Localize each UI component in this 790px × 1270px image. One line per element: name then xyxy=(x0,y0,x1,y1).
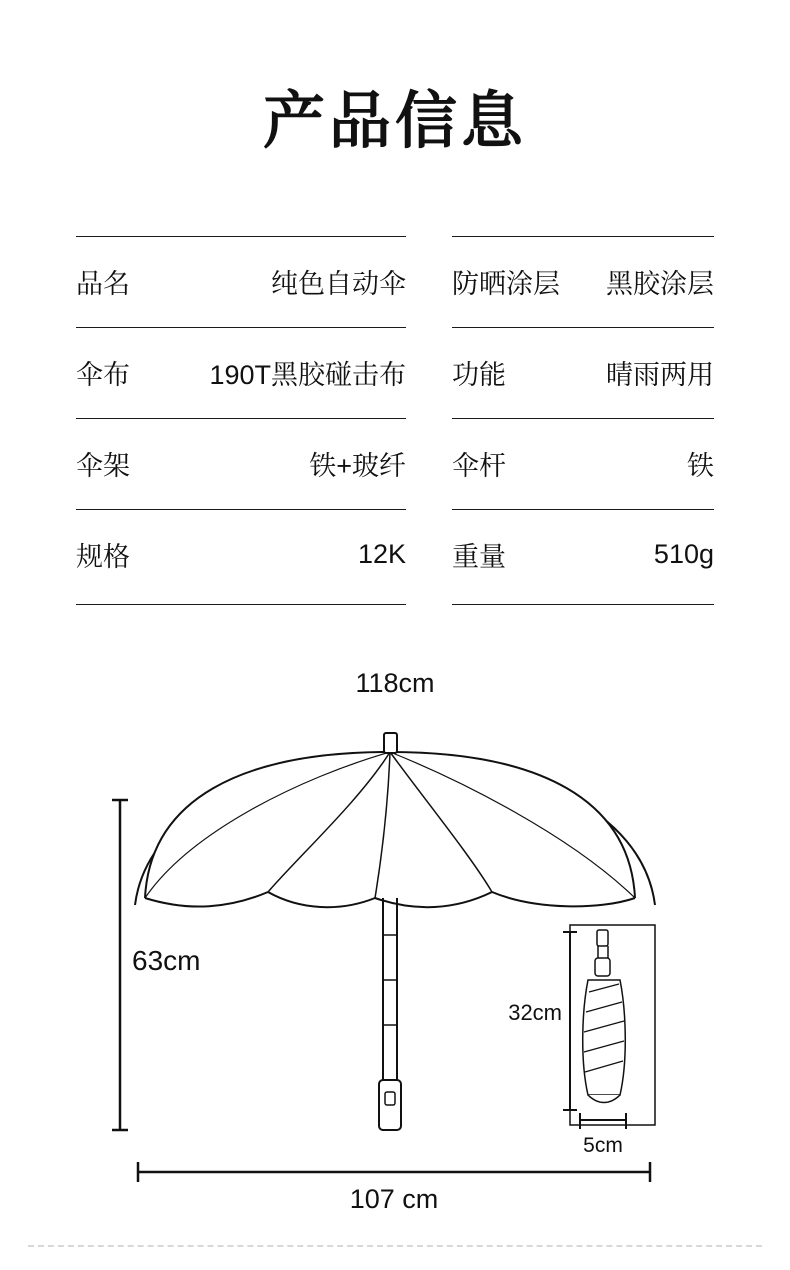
spec-cell-left xyxy=(76,236,406,327)
folded-width-dimension-line xyxy=(580,1113,626,1129)
spec-cell-left xyxy=(76,509,406,600)
umbrella-tip xyxy=(384,733,397,753)
row-divider xyxy=(76,509,406,510)
canopy-span-label: 118cm xyxy=(355,668,435,698)
open-height-dimension-line xyxy=(112,800,128,1130)
spec-value: 黑胶涂层 xyxy=(606,269,714,299)
row-divider xyxy=(452,236,714,237)
row-divider xyxy=(452,418,714,419)
spec-cell-right xyxy=(406,509,714,600)
spec-label: 伞架 xyxy=(76,451,130,481)
spec-table xyxy=(76,236,714,600)
row-divider xyxy=(76,327,406,328)
spec-value: 12K xyxy=(357,539,406,569)
spec-cell-right xyxy=(406,327,714,418)
folded-width-label: 5cm xyxy=(583,1134,623,1157)
folded-handle-button xyxy=(595,958,610,976)
table-row xyxy=(76,418,714,509)
spec-value: 190T黑胶碰击布 xyxy=(209,360,406,390)
open-width-label: 107 cm xyxy=(349,1184,439,1214)
spec-cell-left xyxy=(76,418,406,509)
row-divider xyxy=(76,236,406,237)
spec-cell-right xyxy=(406,236,714,327)
spec-label: 规格 xyxy=(76,542,130,572)
open-width-dimension-line xyxy=(138,1162,650,1182)
umbrella-canopy xyxy=(145,752,635,898)
table-row xyxy=(76,327,714,418)
table-row xyxy=(76,236,714,327)
spec-value: 纯色自动伞 xyxy=(271,269,406,299)
spec-value: 510g xyxy=(653,539,714,569)
spec-label: 伞布 xyxy=(76,360,130,390)
bottom-divider xyxy=(28,1245,762,1247)
folded-body-bottom xyxy=(588,1095,620,1103)
row-divider xyxy=(452,509,714,510)
folded-body xyxy=(583,980,626,1095)
umbrella-dimension-diagram xyxy=(0,640,790,1220)
umbrella-shaft xyxy=(383,898,397,1080)
open-height-label: 63cm xyxy=(132,945,201,976)
spec-label: 品名 xyxy=(76,269,130,299)
spec-label: 伞杆 xyxy=(452,451,506,481)
spec-label: 防晒涂层 xyxy=(452,269,560,299)
spec-value: 晴雨两用 xyxy=(606,360,714,390)
folded-height-dimension-line xyxy=(563,932,577,1110)
page-title: 产品信息 xyxy=(262,87,527,156)
spec-label: 功能 xyxy=(452,360,506,390)
row-divider xyxy=(76,418,406,419)
spec-cell-left xyxy=(76,327,406,418)
table-row xyxy=(76,509,714,600)
shaft-joints xyxy=(383,935,397,1025)
spec-label: 重量 xyxy=(452,542,506,572)
spec-value: 铁 xyxy=(687,451,714,481)
spec-cell-right xyxy=(406,418,714,509)
handle-button xyxy=(385,1092,395,1105)
table-bottom-dividers xyxy=(76,604,714,605)
folded-height-label: 32cm xyxy=(508,1000,562,1025)
row-divider xyxy=(452,327,714,328)
folded-tip xyxy=(597,930,608,946)
spec-value: 铁+玻纤 xyxy=(309,451,406,481)
